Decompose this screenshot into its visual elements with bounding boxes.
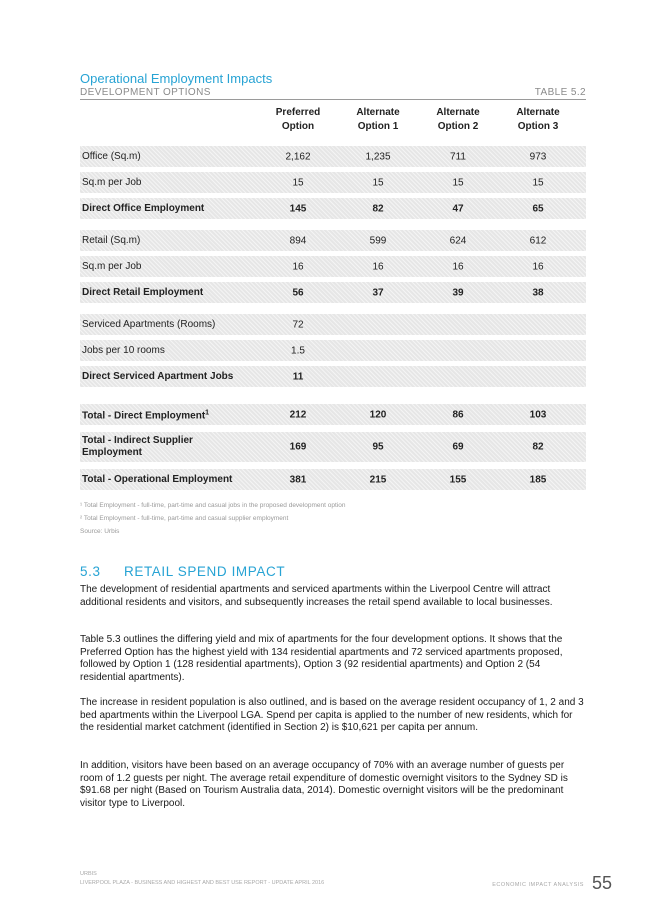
- cell: 69: [452, 441, 464, 453]
- cell: 56: [292, 287, 304, 298]
- table-row: [80, 404, 586, 425]
- page-title: Operational Employment Impacts: [80, 71, 273, 86]
- cell: 599: [369, 235, 387, 246]
- cell: 47: [452, 203, 464, 214]
- section-title: RETAIL SPEND IMPACT: [124, 564, 286, 579]
- cell: 16: [292, 261, 304, 272]
- cell: 16: [532, 261, 544, 272]
- cell: 38: [532, 287, 544, 298]
- cell: 82: [532, 441, 544, 453]
- cell: 381: [289, 474, 307, 485]
- cell: 169: [289, 441, 307, 453]
- cell: 16: [372, 261, 384, 272]
- table-row: [80, 256, 586, 277]
- table-row: [80, 282, 586, 303]
- cell: 72: [292, 319, 304, 330]
- cell: 15: [532, 177, 544, 188]
- table-row: [80, 198, 586, 219]
- cell: 86: [452, 409, 464, 420]
- cell: 82: [372, 203, 384, 214]
- table-row: [80, 340, 586, 361]
- cell: 65: [532, 203, 544, 214]
- body-paragraph: Table 5.3 outlines the differing yield and mix of apartments for the four development options. It shows that the Preferred Option has the highest yield with 134 residential apartments and 72 serviced apartments proposed, followed by Option 1 (128 residential apartments), Option 3 (92 residential apartments) and Option 2 (54 residential apartments).: [80, 634, 563, 683]
- column-header-alternate-3: Alternate Option 3: [516, 107, 560, 132]
- row-label: Direct Retail Employment: [82, 286, 204, 298]
- table-row: [80, 146, 586, 167]
- cell: 624: [449, 235, 467, 246]
- table-row: [80, 366, 586, 387]
- page-number: 55: [591, 873, 612, 893]
- table-row: [80, 230, 586, 251]
- row-label: Total - Indirect Supplier Employment: [82, 435, 193, 458]
- cell: 215: [369, 474, 387, 485]
- footnote-2: ² Total Employment - full-time, part-time and casual supplier employment: [80, 515, 289, 522]
- footer-document: LIVERPOOL PLAZA - BUSINESS AND HIGHEST AND BEST USE REPORT - UPDATE APRIL 2016: [80, 880, 325, 886]
- cell: 16: [452, 261, 464, 272]
- cell: 39: [452, 287, 464, 298]
- row-label: Total - Direct Employment$^1$: [82, 408, 210, 422]
- cell: 973: [529, 151, 547, 162]
- cell: 95: [372, 441, 384, 453]
- cell: 212: [289, 409, 307, 420]
- cell: 711: [450, 151, 466, 162]
- row-label: Sq.m per Job: [82, 176, 142, 188]
- table-row: [80, 172, 586, 193]
- row-label: Total - Operational Employment: [82, 473, 233, 485]
- row-label: Direct Office Employment: [82, 202, 205, 214]
- cell: 185: [529, 474, 547, 485]
- cell: 37: [372, 287, 384, 298]
- cell: 11: [292, 371, 304, 382]
- page-footer-right: [492, 874, 612, 892]
- row-label: Office (Sq.m): [82, 150, 141, 162]
- cell: 120: [369, 409, 387, 420]
- cell: 15: [372, 177, 384, 188]
- table-caption-row: [80, 87, 586, 100]
- cell: 612: [529, 235, 547, 246]
- footer-section-label: ECONOMIC IMPACT ANALYSIS: [492, 882, 584, 888]
- section-heading: [80, 564, 285, 579]
- footnote-marker: 1: [205, 408, 210, 416]
- table-row: [80, 314, 586, 335]
- cell: 145: [289, 203, 307, 214]
- page-footer-left: [80, 870, 324, 888]
- table-row: [80, 469, 586, 490]
- cell: 15: [292, 177, 304, 188]
- table-row: [80, 432, 586, 462]
- row-label: Direct Serviced Apartment Jobs: [82, 370, 234, 382]
- footnote-1: ¹ Total Employment - full-time, part-time and casual jobs in the proposed development option: [80, 502, 346, 509]
- cell: 103: [529, 409, 547, 420]
- row-label: Sq.m per Job: [82, 260, 142, 272]
- row-label: Retail (Sq.m): [82, 234, 141, 246]
- section-number: 5.3: [80, 564, 101, 579]
- cell: 155: [449, 474, 467, 485]
- row-label: Jobs per 10 rooms: [82, 344, 165, 356]
- cell: 2,162: [285, 151, 311, 162]
- row-label: Serviced Apartments (Rooms): [82, 318, 216, 330]
- cell: 1.5: [291, 345, 305, 356]
- column-header-alternate-1: Alternate Option 1: [356, 107, 400, 132]
- body-paragraph: The increase in resident population is also outlined, and is based on the average resident occupancy of 1, 2 and 3 bed apartments within the Liverpool LGA. Spend per capita is applied to the number of new residents, which for the residential market catchment (identified in Section 2) is $10,621 per capita per annum.: [80, 697, 584, 733]
- column-header-alternate-2: Alternate Option 2: [436, 107, 480, 132]
- table-source: Source: Urbis: [80, 528, 120, 535]
- table-number: TABLE 5.2: [534, 87, 586, 98]
- cell: 15: [452, 177, 464, 188]
- table-header: [80, 106, 586, 134]
- body-paragraph: In addition, visitors have been based on an average occupancy of 70% with an average number of guests per room of 1.2 guests per night. The average retail expenditure of domestic overnight visitors to the Sydney SD is $91.68 per night (Based on Tourism Australia data, 2014). Domestic overnight visitors will be the predominant visitor type to Liverpool.: [80, 760, 568, 809]
- table-subtitle: DEVELOPMENT OPTIONS: [80, 87, 211, 98]
- cell: 1,235: [365, 151, 391, 162]
- cell: 894: [289, 235, 307, 246]
- body-paragraph: The development of residential apartments and serviced apartments within the Liverpool Centre will attract additional residents and visitors, and subsequently increases the retail spend available to local businesses.: [80, 584, 553, 608]
- column-header-preferred: Preferred Option: [275, 107, 321, 132]
- footer-org: URBIS: [80, 871, 97, 877]
